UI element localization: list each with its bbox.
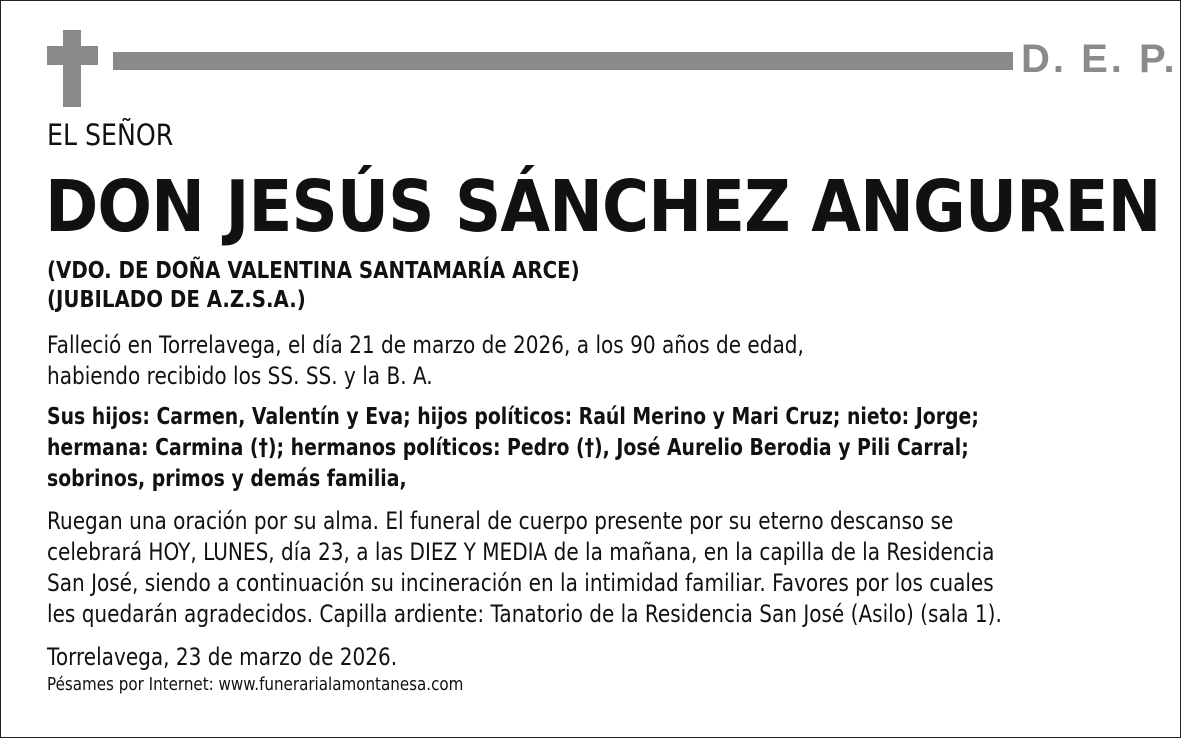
family-line: sobrinos, primos y demás familia, <box>47 466 407 492</box>
death-notice-line: Falleció en Torrelavega, el día 21 de marzo de 2026, a los 90 años de edad, <box>47 331 804 359</box>
family-line: hermana: Carmina (†); hermanos políticos: Pedro (†), José Aurelio Berodia y Pili Carral; <box>47 435 969 461</box>
subtitle-line: (VDO. DE DOÑA VALENTINA SANTAMARÍA ARCE) <box>47 258 580 284</box>
honorific: EL SEÑOR <box>47 118 174 152</box>
dateline: Torrelavega, 23 de marzo de 2026. <box>47 643 398 671</box>
funeral-details <box>47 506 1002 630</box>
cross-icon-arm <box>47 46 98 65</box>
death-notice-line: habiendo recibido los SS. SS. y la B. A. <box>47 362 433 390</box>
condolences-link: Pésames por Internet: www.funerarialamontanesa.com <box>47 674 464 695</box>
cross-icon <box>63 30 81 107</box>
family-line: Sus hijos: Carmen, Valentín y Eva; hijos políticos: Raúl Merino y Mari Cruz; nieto: Jorge; <box>47 404 979 430</box>
subtitle <box>47 257 580 315</box>
funeral-line: Ruegan una oración por su alma. El funeral de cuerpo presente por su eterno descanso se <box>47 507 954 535</box>
dep-label: D. E. P. <box>1021 37 1178 81</box>
header-rule <box>113 52 1013 70</box>
funeral-line: San José, siendo a continuación su incineración en la intimidad familiar. Favores por los cuales <box>47 569 994 597</box>
death-notice <box>47 330 804 392</box>
funeral-line: les quedarán agradecidos. Capilla ardiente: Tanatorio de la Residencia San José (Asilo) (sala 1). <box>47 600 1002 628</box>
deceased-name: DON JESÚS SÁNCHEZ ANGUREN <box>45 165 1161 248</box>
funeral-line: celebrará HOY, LUNES, día 23, a las DIEZ Y MEDIA de la mañana, en la capilla de la Residencia <box>47 538 995 566</box>
subtitle-line: (JUBILADO DE A.Z.S.A.) <box>47 287 306 313</box>
family-list <box>47 402 979 495</box>
